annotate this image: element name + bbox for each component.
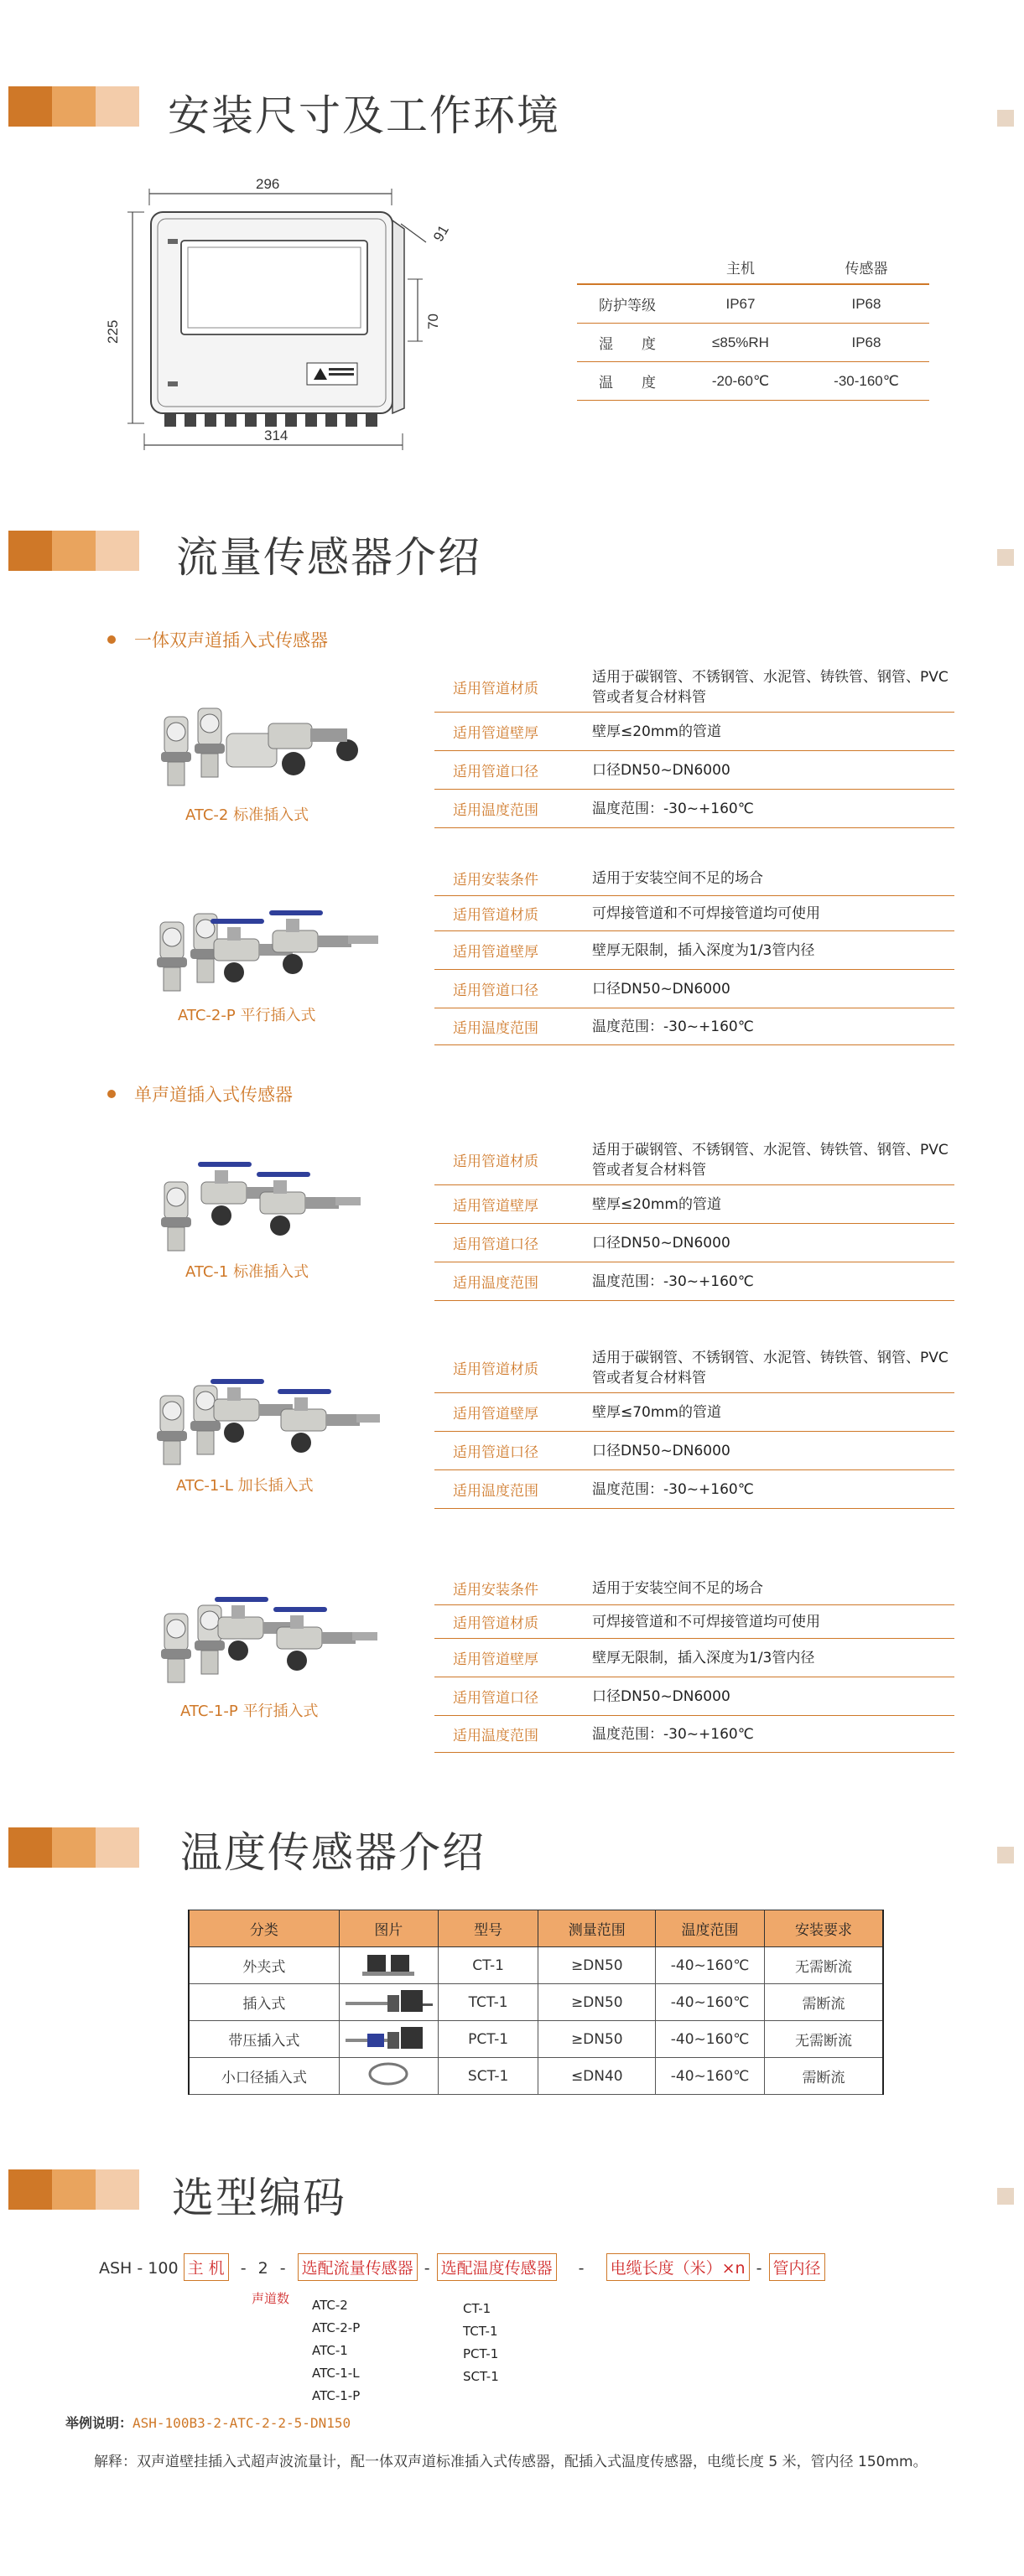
- spec-row: 适用管道壁厚 壁厚≤20mm的管道: [434, 713, 954, 751]
- sensor-thumb-pct-1: [339, 2021, 438, 2058]
- spec-row: 适用管道材质 适用于碳钢管、不锈钢管、水泥管、铸铁管、钢管、PVC管或者复合材料管: [434, 1135, 954, 1185]
- sensor-caption: ATC-1-P 平行插入式: [180, 1703, 319, 1720]
- spec-row: 适用温度范围 温度范围：-30~+160℃: [434, 1470, 954, 1509]
- code-channels: 2: [257, 2259, 268, 2278]
- dim-height-left: 225: [105, 319, 121, 344]
- spec-row: 适用管道材质 适用于碳钢管、不锈钢管、水泥管、铸铁管、钢管、PVC管或者复合材料管: [434, 662, 954, 713]
- model-code-line: ASH - 100 主 机 - 2 - 选配流量传感器 - 选配温度传感器 - 电缆长度（米）×n - 管内径: [99, 2253, 825, 2281]
- subheader-single-channel: 单声道插入式传感器: [107, 1081, 293, 1107]
- spec-row: 适用温度范围 温度范围：-30~+160℃: [434, 1008, 954, 1045]
- env-row: 温 度 -20-60℃ -30-160℃: [577, 362, 929, 401]
- spec-row: 适用温度范围 温度范围：-30~+160℃: [434, 790, 954, 828]
- spec-row: 适用安装条件 适用于安装空间不足的场合: [434, 1572, 954, 1605]
- explanation: 解释：双声道壁挂插入式超声波流量计，配一体双声道标准插入式传感器，配插入式温度传感器，电缆长度 5 米，管内径 150mm。: [94, 2454, 928, 2470]
- sensor-image-atc-2-p: [147, 897, 382, 1006]
- section-header-blocks: [8, 1827, 138, 1868]
- env-header-row: 主机 传感器: [577, 250, 929, 285]
- spec-row: 适用管道口径 口径DN50~DN6000: [434, 751, 954, 790]
- section-header-blocks: [8, 531, 138, 571]
- code-pipe-box: 管内径: [769, 2253, 825, 2281]
- environment-table: [577, 250, 929, 401]
- spec-table-atc-2-p: [434, 861, 954, 1045]
- table-row: 插入式 TCT-1 ≥DN50 -40~160℃ 需断流: [189, 1984, 883, 2021]
- spec-row: 适用管道壁厚 壁厚无限制，插入深度为1/3管内径: [434, 931, 954, 970]
- sensor-caption: ATC-2 标准插入式: [185, 806, 309, 824]
- sensor-thumb-tct-1: [339, 1984, 438, 2021]
- subheader-dual-channel: 一体双声道插入式传感器: [107, 627, 328, 652]
- sensor-thumb-ct-1: [339, 1947, 438, 1984]
- spec-table-atc-2: [434, 662, 954, 828]
- dimension-drawing: [101, 172, 495, 461]
- spec-row: 适用管道壁厚 壁厚无限制，插入深度为1/3管内径: [434, 1639, 954, 1677]
- section-header-blocks: [8, 2169, 138, 2210]
- section-title-code: 选型编码: [172, 2174, 346, 2222]
- code-flow-box: 选配流量传感器: [298, 2253, 418, 2281]
- section-header-blocks: [8, 86, 138, 127]
- spec-row: 适用温度范围 温度范围：-30~+160℃: [434, 1716, 954, 1753]
- spec-row: 适用管道壁厚 壁厚≤20mm的管道: [434, 1185, 954, 1224]
- sensor-image-atc-1-p: [151, 1580, 386, 1697]
- section-title-temp: 温度传感器介绍: [180, 1828, 486, 1877]
- sensor-image-atc-1: [151, 1148, 369, 1257]
- dim-width-top: 296: [256, 176, 280, 192]
- code-cable-box: 电缆长度（米）×n: [606, 2253, 750, 2281]
- sensor-thumb-sct-1: [339, 2058, 438, 2095]
- dim-side-height: 70: [425, 314, 441, 329]
- spec-row: 适用管道口径 口径DN50~DN6000: [434, 1677, 954, 1716]
- spec-table-atc-1: [434, 1135, 954, 1301]
- temp-sensor-table: [188, 1910, 884, 2095]
- example-code: ASH-100B3-2-ATC-2-2-5-DN150: [133, 2415, 351, 2431]
- sensor-image-atc-2: [159, 683, 361, 809]
- spec-row: 适用管道口径 口径DN50~DN6000: [434, 1432, 954, 1470]
- sensor-image-atc-1-l: [147, 1362, 382, 1475]
- code-temp-box: 选配温度传感器: [437, 2253, 557, 2281]
- spec-row: 适用管道材质 适用于碳钢管、不锈钢管、水泥管、铸铁管、钢管、PVC管或者复合材料管: [434, 1343, 954, 1393]
- table-row: 带压插入式 PCT-1 ≥DN50 -40~160℃ 无需断流: [189, 2021, 883, 2058]
- section-mark: [997, 110, 1014, 127]
- section-title-install: 安装尺寸及工作环境: [168, 91, 560, 140]
- code-host-box: 主 机: [184, 2253, 229, 2281]
- spec-row: 适用管道口径 口径DN50~DN6000: [434, 970, 954, 1008]
- sensor-caption: ATC-1-L 加长插入式: [176, 1477, 314, 1495]
- example-line: 举例说明：ASH-100B3-2-ATC-2-2-5-DN150: [65, 2415, 351, 2431]
- sensor-caption: ATC-1 标准插入式: [185, 1263, 309, 1281]
- env-row: 防护等级 IP67 IP68: [577, 285, 929, 324]
- spec-table-atc-1-p: [434, 1572, 954, 1753]
- temp-options-list: CT-1 TCT-1 PCT-1 SCT-1: [463, 2301, 499, 2384]
- spec-row: 适用温度范围 温度范围：-30~+160℃: [434, 1262, 954, 1301]
- spec-row: 适用管道口径 口径DN50~DN6000: [434, 1224, 954, 1262]
- section-mark: [997, 2188, 1014, 2205]
- code-prefix: ASH - 100: [99, 2259, 179, 2278]
- sensor-caption: ATC-2-P 平行插入式: [178, 1007, 316, 1024]
- section-mark: [997, 1847, 1014, 1863]
- flow-options-list: ATC-2 ATC-2-P ATC-1 ATC-1-L ATC-1-P: [312, 2298, 361, 2403]
- section-mark: [997, 549, 1014, 566]
- env-row: 湿 度 ≤85%RH IP68: [577, 324, 929, 362]
- dim-width-bottom: 314: [264, 428, 288, 443]
- spec-table-atc-1-l: [434, 1343, 954, 1509]
- spec-row: 适用管道材质 可焊接管道和不可焊接管道均可使用: [434, 1605, 954, 1639]
- spec-row: 适用管道材质 可焊接管道和不可焊接管道均可使用: [434, 896, 954, 931]
- spec-row: 适用安装条件 适用于安装空间不足的场合: [434, 861, 954, 896]
- dim-depth: 91: [429, 222, 452, 245]
- channels-label: 声道数: [252, 2291, 290, 2306]
- table-row: 小口径插入式 SCT-1 ≤DN40 -40~160℃ 需断流: [189, 2058, 883, 2095]
- temp-header-row: 分类 图片 型号 测量范围 温度范围 安装要求: [189, 1910, 883, 1947]
- spec-row: 适用管道壁厚 壁厚≤70mm的管道: [434, 1393, 954, 1432]
- section-title-flow: 流量传感器介绍: [176, 533, 481, 582]
- table-row: 外夹式 CT-1 ≥DN50 -40~160℃ 无需断流: [189, 1947, 883, 1984]
